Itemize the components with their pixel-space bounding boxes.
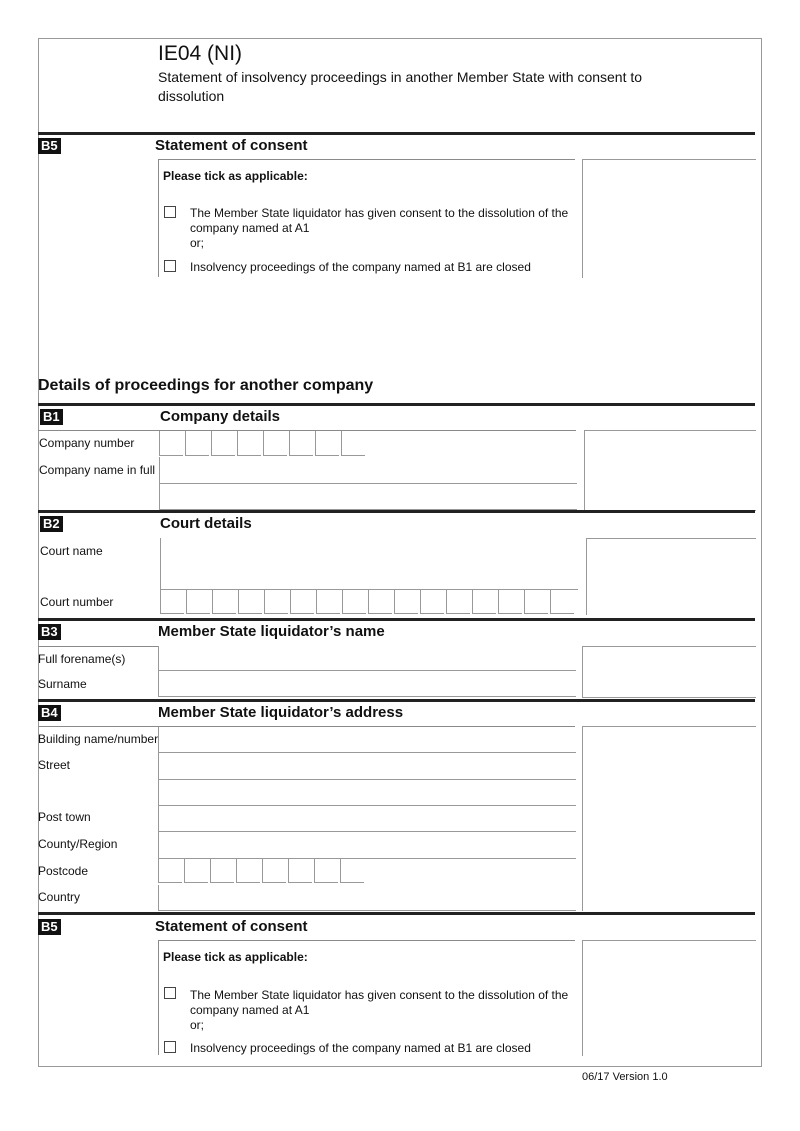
company-name-label: Company name in full (39, 463, 156, 477)
country-input[interactable] (158, 885, 576, 911)
top-option1-line1: The Member State liquidator has given consent to the dissolution of the (190, 206, 569, 220)
forenames-label: Full forename(s) (38, 652, 126, 666)
b2-title: Court details (160, 515, 252, 532)
badge-b2: B2 (40, 516, 63, 532)
court-name-label: Court name (40, 544, 103, 558)
b4-title: Member State liquidator’s address (158, 704, 404, 721)
b1-side-box (584, 430, 756, 511)
top-option1-line2: company named at A1 (190, 221, 310, 235)
form-subtitle: Statement of insolvency proceedings in another Member State with consent to dissolution (158, 69, 643, 104)
court-name-input-line2[interactable] (160, 564, 578, 590)
option2: Insolvency proceedings of the company named at B1 are closed (190, 1041, 531, 1055)
top-consent-checkbox[interactable] (164, 206, 176, 218)
building-input[interactable] (158, 727, 576, 753)
street-input-line1[interactable] (158, 753, 576, 780)
county-input[interactable] (158, 832, 576, 859)
top-b5-instruction: Please tick as applicable: (163, 169, 308, 183)
county-label: County/Region (38, 837, 118, 851)
consent-checkbox[interactable] (164, 987, 176, 999)
top-option2: Insolvency proceedings of the company named at B1 are closed (190, 260, 531, 274)
b1-title: Company details (160, 408, 281, 425)
postcode-input[interactable] (158, 858, 366, 884)
court-number-label: Court number (40, 595, 114, 609)
badge-b3: B3 (38, 624, 61, 640)
or-text: or; (190, 1018, 205, 1032)
top-b5-title: Statement of consent (155, 137, 308, 154)
b3-title: Member State liquidator’s name (158, 623, 385, 640)
company-number-input[interactable] (159, 431, 367, 457)
version-label: 06/17 Version 1.0 (582, 1071, 668, 1083)
form-code: IE04 (NI) (158, 42, 243, 65)
badge-b5: B5 (38, 919, 61, 935)
section-heading: Details of proceedings for another company (38, 377, 374, 394)
b4-side-box (582, 726, 756, 911)
option1-line1: The Member State liquidator has given consent to the dissolution of the (190, 988, 569, 1002)
surname-input[interactable] (158, 671, 576, 697)
badge-b4: B4 (38, 705, 61, 721)
surname-label: Surname (38, 677, 87, 691)
post-town-label: Post town (38, 810, 91, 824)
closed-checkbox[interactable] (164, 1041, 176, 1053)
company-name-input-line2[interactable] (159, 484, 577, 510)
b5-side-box (582, 940, 756, 1056)
country-label: Country (38, 890, 81, 904)
street-input-line2[interactable] (158, 780, 576, 806)
b5-title: Statement of consent (155, 918, 308, 935)
company-name-input-line1[interactable] (159, 457, 577, 484)
court-name-input-line1[interactable] (160, 538, 578, 565)
forenames-input[interactable] (158, 646, 576, 671)
b5-instruction: Please tick as applicable: (163, 950, 308, 964)
badge-b5-top: B5 (38, 138, 61, 154)
top-closed-checkbox[interactable] (164, 260, 176, 272)
postcode-label: Postcode (38, 864, 89, 878)
b2-side-box (586, 538, 756, 615)
building-label: Building name/number (38, 732, 159, 746)
company-number-label: Company number (39, 436, 135, 450)
badge-b1: B1 (40, 409, 63, 425)
top-b5-side-box (582, 159, 756, 278)
option1-line2: company named at A1 (190, 1003, 310, 1017)
court-number-input[interactable] (160, 589, 576, 615)
post-town-input[interactable] (158, 806, 576, 832)
b3-side-box (582, 646, 756, 698)
top-or-text: or; (190, 236, 205, 250)
street-label: Street (38, 758, 71, 772)
